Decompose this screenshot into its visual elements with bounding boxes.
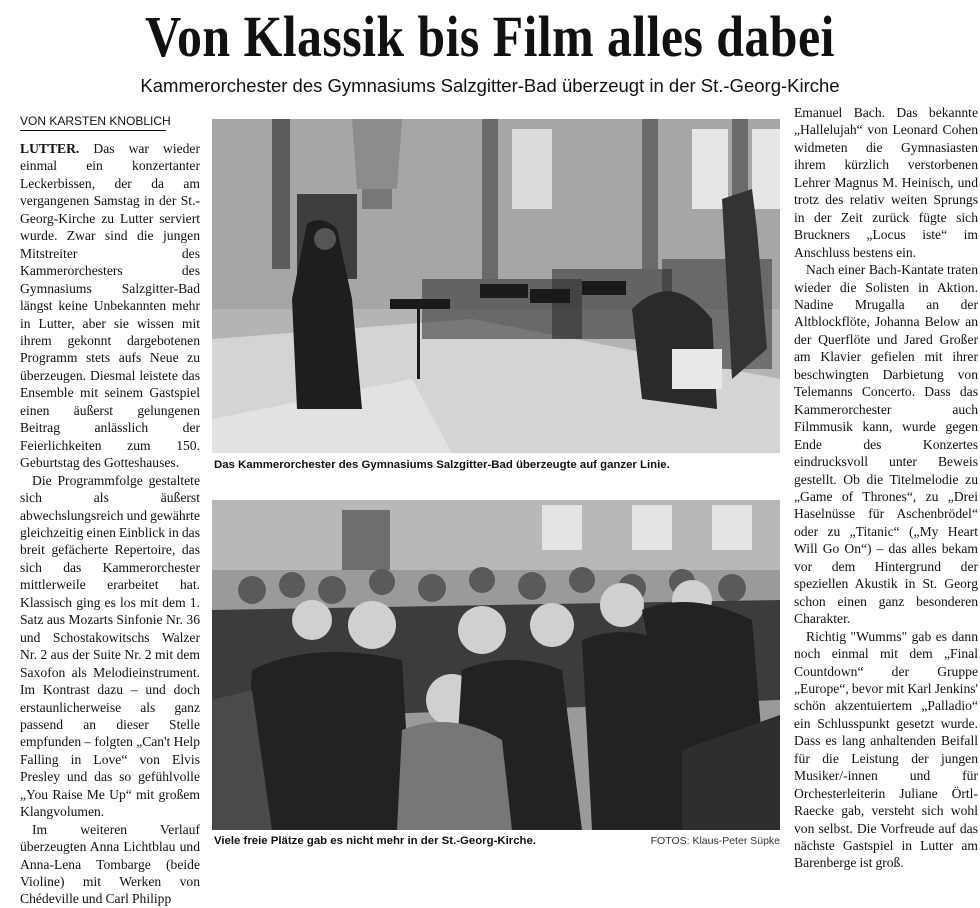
paragraph-5: Nach einer Bach-Kantate traten wieder die Solisten in Aktion. Nadine Mrugalla an der Altblockflöte, Johanna Below an der Querflöte und Jared Großer am Klavier gefielen mit ihrer beschwingten Darbietung von Telemanns Concerto. Dass das Kammerorchester auch Filmmusik kann, wurde gegen Ende des Konzertes eindrucksvoll unter Beweis gestellt. Ob die Titelmelodie zu „Game of Thrones“, zu „Drei Haselnüsse für Aschenbrödel“ oder zu „Titanic“ („My Heart Will Go On“) – das alles bekam vor dem Hintergrund der speziellen Akustik in St. Georg schon einen ganz besonderen Charakter. — [794, 262, 978, 627]
article-subheadline: Kammerorchester des Gymnasiums Salzgitter-Bad überzeugt in der St.-Georg-Kirche — [140, 75, 840, 96]
article-byline: VON KARSTEN KNOBLICH — [20, 114, 166, 131]
orchestra-photo — [212, 119, 780, 453]
audience-photo-image — [212, 500, 780, 830]
paragraph-1-text: Das war wieder einmal ein konzertanter Leckerbissen, der da am vergangenen Samstag in der St.-Georg-Kirche zu Lutter serviert wurde. Zwar sind die jungen Mitstreiter des Kammerorchesters des Gymnasiums Salzgitter-Bad längst keine Unbekannten mehr in Lutter, aber sie wissen mit ihrem gekonnt dargebotenen Programm stets aufs Neue zu überzeugen. Diesmal leistete das Ensemble mit seinem Gastspiel einen äußerst gelungenen Beitrag anlässlich der Feierlichkeiten zum 150. Geburtstag des Gotteshauses. — [20, 141, 200, 471]
audience-photo-caption: Viele freie Plätze gab es nicht mehr in der St.-Georg-Kirche. — [214, 835, 536, 847]
paragraph-2: Die Programmfolge gestaltete sich als äußerst abwechslungsreich und gewährte gleichzeitig einen Einblick in das breit gefächerte Repertoire, das sich das Kammerorchester mittlerweile erarbeitet hat. Klassisch ging es los mit dem 1. Satz aus Mozarts Sinfonie Nr. 36 und Schostakowitschs Walzer Nr. 2 aus der Suite Nr. 2 mit dem Saxofon als Melodieinstrument. Im Kontrast dazu – und doch erstaunlicherweise als ganz passend an dieser Stelle empfunden – folgten „Can't Help Falling in Love“ von Elvis Presley und das so gefühlvolle „You Raise Me Up“ mit großem Klangvolumen. — [20, 472, 200, 820]
article-headline: Von Klassik bis Film alles dabei — [145, 4, 835, 69]
dateline-place: LUTTER. — [20, 141, 80, 156]
paragraph-6: Richtig "Wumms" gab es dann noch einmal mit dem „Final Countdown“ der Gruppe „Europe“, bevor mit Karl Jenkins' schön akzentuiertem „Palladio“ ein Schlusspunkt gesetzt wurde. Dass es lang anhaltenden Beifall für die Leistung der jungen Musiker/-innen und für Orchesterleiterin Juliane Örtl-Raecke gab, versteht sich wohl von selbst. Die Vorfreude auf das nächste Gastspiel in Lutter am Barenberge ist groß. — [794, 628, 978, 871]
article-column-right — [794, 104, 978, 871]
article-column-left — [20, 140, 200, 907]
audience-photo — [212, 500, 780, 830]
orchestra-photo-image — [212, 119, 780, 453]
photo-credit: FOTOS: Klaus-Peter Süpke — [650, 835, 780, 847]
paragraph-3: Im weiteren Verlauf überzeugten Anna Lichtblau und Anna-Lena Tombarge (beide Violine) mit Werken von Chédeville und Carl Philipp — [20, 821, 200, 907]
orchestra-photo-caption: Das Kammerorchester des Gymnasiums Salzgitter-Bad überzeugte auf ganzer Linie. — [214, 459, 670, 471]
paragraph-4: Emanuel Bach. Das bekannte „Hallelujah“ von Leonard Cohen widmeten die Gymnasiasten ihrem kürzlich verstorbenen Lehrer Magnus M. Heinisch, und trotz des relativ weiten Sprungs in der Zeit zurück fügte sich Bruckners „Locus iste“ im Anschluss bestens ein. — [794, 105, 978, 260]
paragraph-1 — [20, 140, 200, 472]
